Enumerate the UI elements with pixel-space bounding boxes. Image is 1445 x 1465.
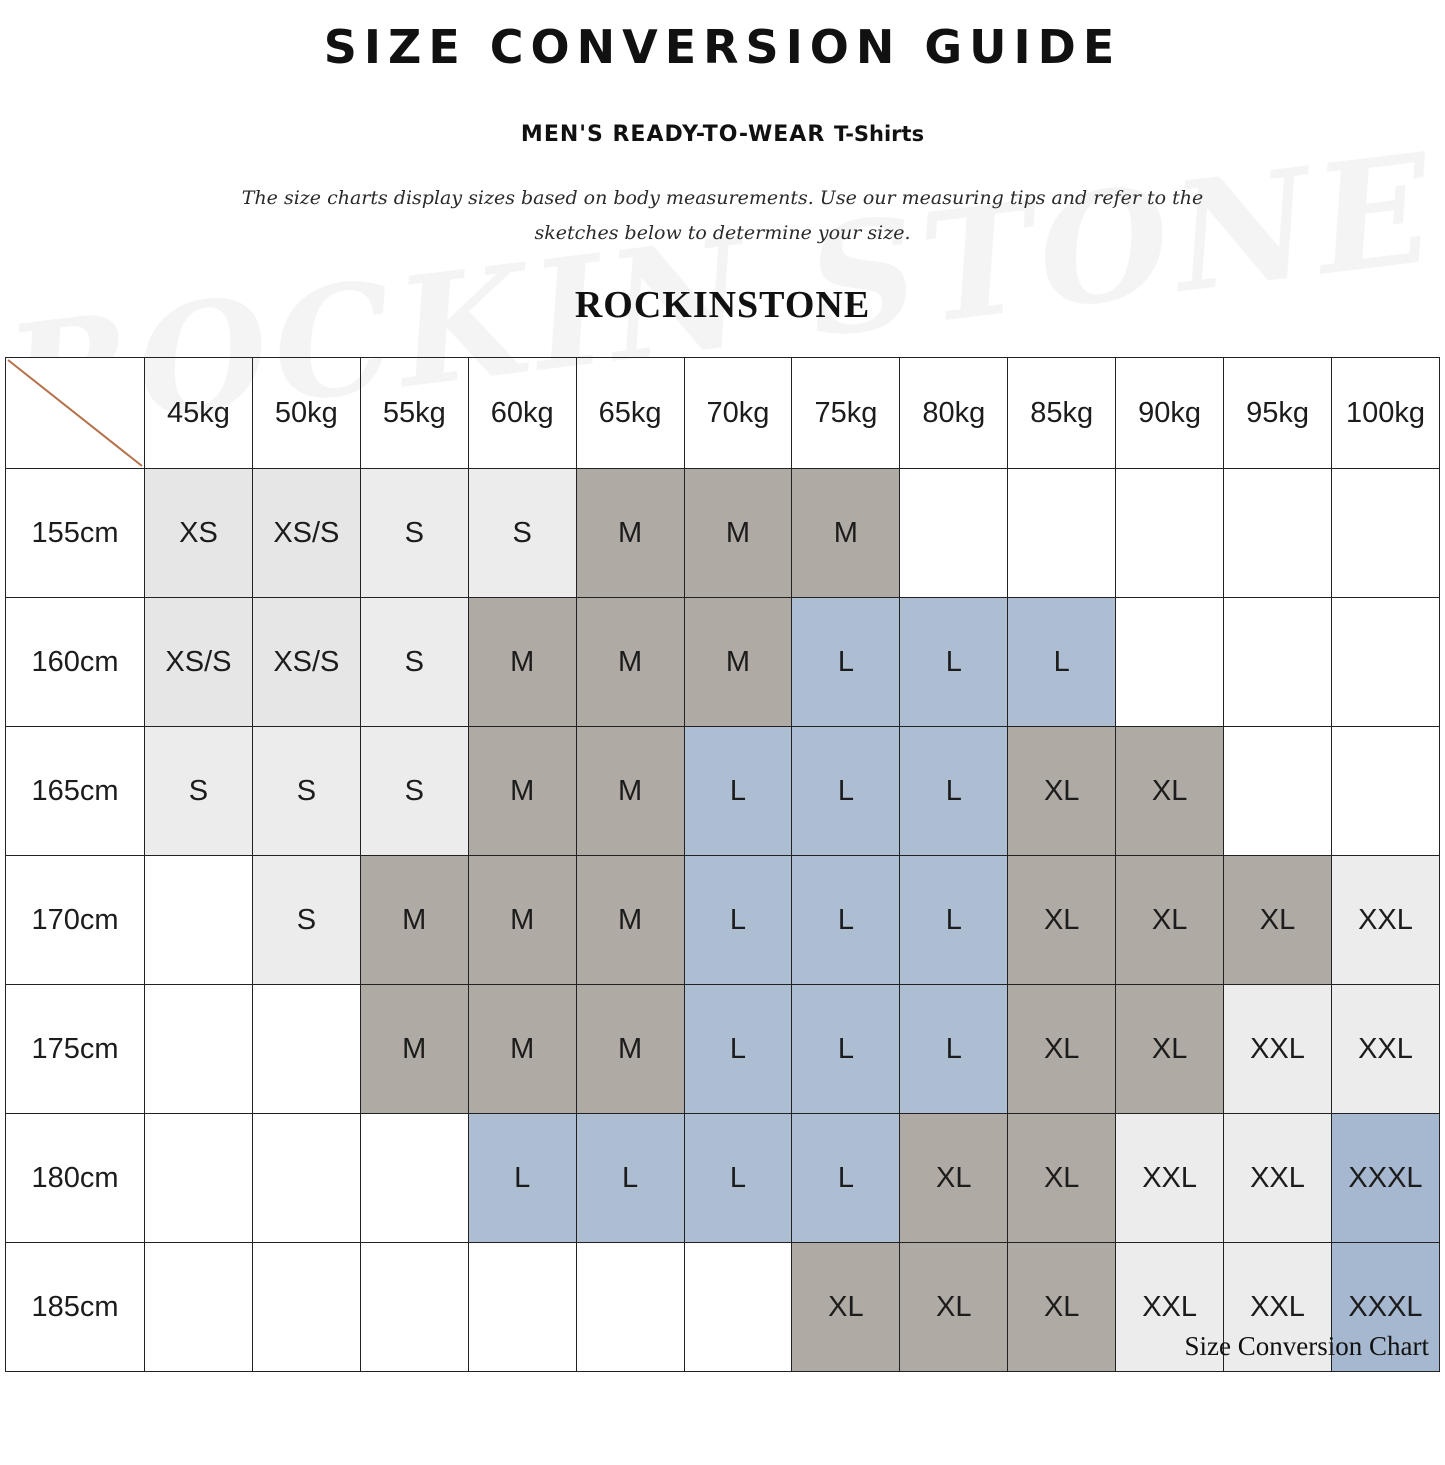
size-cell: XXXL <box>1331 1243 1439 1372</box>
size-cell: XXL <box>1331 856 1439 985</box>
size-cell: XL <box>792 1243 900 1372</box>
column-header-6: 75kg <box>792 358 900 469</box>
size-cell: XS/S <box>252 469 360 598</box>
size-cell: XL <box>1116 985 1224 1114</box>
column-header-10: 95kg <box>1224 358 1332 469</box>
size-cell <box>900 469 1008 598</box>
size-cell <box>252 1114 360 1243</box>
row-header-4: 175cm <box>6 985 145 1114</box>
size-cell: XL <box>1008 727 1116 856</box>
size-cell: M <box>468 598 576 727</box>
size-cell: M <box>576 469 684 598</box>
size-cell: XXL <box>1224 985 1332 1114</box>
size-cell <box>1008 469 1116 598</box>
column-header-1: 50kg <box>252 358 360 469</box>
size-cell: XXL <box>1116 1243 1224 1372</box>
size-cell: XL <box>1008 856 1116 985</box>
size-cell <box>252 1243 360 1372</box>
size-cell: S <box>252 856 360 985</box>
diagonal-corner-cell <box>6 358 145 469</box>
size-cell: XXL <box>1224 1114 1332 1243</box>
column-header-2: 55kg <box>360 358 468 469</box>
column-header-4: 65kg <box>576 358 684 469</box>
size-cell: XL <box>1008 985 1116 1114</box>
row-header-6: 185cm <box>6 1243 145 1372</box>
page-subtitle <box>0 122 1445 147</box>
size-cell: XL <box>1116 727 1224 856</box>
size-cell: XXL <box>1116 1114 1224 1243</box>
size-cell <box>360 1114 468 1243</box>
table-row <box>6 985 1440 1114</box>
size-cell: XS/S <box>145 598 253 727</box>
table-header-row <box>6 358 1440 469</box>
size-cell <box>145 1243 253 1372</box>
size-cell: XS <box>145 469 253 598</box>
row-header-5: 180cm <box>6 1114 145 1243</box>
table-row <box>6 727 1440 856</box>
size-cell <box>145 1114 253 1243</box>
size-conversion-table <box>5 357 1440 1372</box>
brand-name: ROCKINSTONE <box>574 284 871 327</box>
column-header-3: 60kg <box>468 358 576 469</box>
size-cell: L <box>684 727 792 856</box>
size-cell: M <box>684 469 792 598</box>
size-cell <box>1331 598 1439 727</box>
size-cell: L <box>684 985 792 1114</box>
size-cell: L <box>900 856 1008 985</box>
size-cell <box>1116 469 1224 598</box>
row-header-1: 160cm <box>6 598 145 727</box>
size-cell: M <box>360 856 468 985</box>
size-cell: S <box>145 727 253 856</box>
size-cell: S <box>360 598 468 727</box>
size-cell: M <box>576 598 684 727</box>
column-header-11: 100kg <box>1331 358 1439 469</box>
size-cell: L <box>900 985 1008 1114</box>
size-cell: XXXL <box>1331 1114 1439 1243</box>
size-cell: XL <box>900 1243 1008 1372</box>
size-cell: L <box>792 1114 900 1243</box>
size-cell: M <box>468 856 576 985</box>
size-cell: M <box>576 985 684 1114</box>
size-cell: L <box>792 727 900 856</box>
footer-caption: Size Conversion Chart <box>1184 1331 1429 1362</box>
size-cell: L <box>792 598 900 727</box>
size-guide-page <box>0 20 1445 1372</box>
size-cell: XL <box>1008 1243 1116 1372</box>
table-row <box>6 469 1440 598</box>
size-cell: L <box>792 856 900 985</box>
size-cell: S <box>360 727 468 856</box>
row-header-3: 170cm <box>6 856 145 985</box>
column-header-5: 70kg <box>684 358 792 469</box>
size-cell: XS/S <box>252 598 360 727</box>
size-cell: S <box>252 727 360 856</box>
size-cell: M <box>468 985 576 1114</box>
size-cell: M <box>360 985 468 1114</box>
column-header-0: 45kg <box>145 358 253 469</box>
size-cell: M <box>468 727 576 856</box>
size-cell <box>468 1243 576 1372</box>
size-cell: XL <box>1008 1114 1116 1243</box>
size-cell <box>1331 727 1439 856</box>
page-description: The size charts display sizes based on body measurements. Use our measuring tips and refer to the sketches below to determine your size. <box>241 187 1204 245</box>
diagonal-line-icon <box>6 358 144 468</box>
size-cell <box>1224 598 1332 727</box>
size-cell: L <box>900 727 1008 856</box>
size-cell: XL <box>1116 856 1224 985</box>
row-header-0: 155cm <box>6 469 145 598</box>
table-row <box>6 1114 1440 1243</box>
size-cell: M <box>684 598 792 727</box>
size-cell: L <box>900 598 1008 727</box>
size-cell <box>145 856 253 985</box>
subtitle-category: T-Shirts <box>833 122 925 146</box>
column-header-7: 80kg <box>900 358 1008 469</box>
size-cell <box>1224 727 1332 856</box>
size-cell <box>1331 469 1439 598</box>
size-cell: XL <box>1224 856 1332 985</box>
size-cell: XXL <box>1331 985 1439 1114</box>
size-cell: L <box>468 1114 576 1243</box>
size-cell: S <box>360 469 468 598</box>
size-cell: XXL <box>1224 1243 1332 1372</box>
size-cell <box>252 985 360 1114</box>
size-cell: L <box>792 985 900 1114</box>
size-cell <box>684 1243 792 1372</box>
size-cell: L <box>576 1114 684 1243</box>
size-cell: L <box>684 1114 792 1243</box>
size-cell: XL <box>900 1114 1008 1243</box>
size-cell: M <box>576 727 684 856</box>
size-cell <box>145 985 253 1114</box>
size-cell: M <box>576 856 684 985</box>
size-cell: M <box>792 469 900 598</box>
column-header-9: 90kg <box>1116 358 1224 469</box>
size-cell: S <box>468 469 576 598</box>
size-cell: L <box>1008 598 1116 727</box>
page-title: SIZE CONVERSION GUIDE <box>323 20 1122 74</box>
table-row <box>6 598 1440 727</box>
size-cell <box>360 1243 468 1372</box>
table-row <box>6 856 1440 985</box>
size-cell <box>1116 598 1224 727</box>
size-cell <box>1224 469 1332 598</box>
column-header-8: 85kg <box>1008 358 1116 469</box>
subtitle-main: MEN'S READY-TO-WEAR <box>520 122 826 147</box>
size-cell <box>576 1243 684 1372</box>
row-header-2: 165cm <box>6 727 145 856</box>
size-cell: L <box>684 856 792 985</box>
